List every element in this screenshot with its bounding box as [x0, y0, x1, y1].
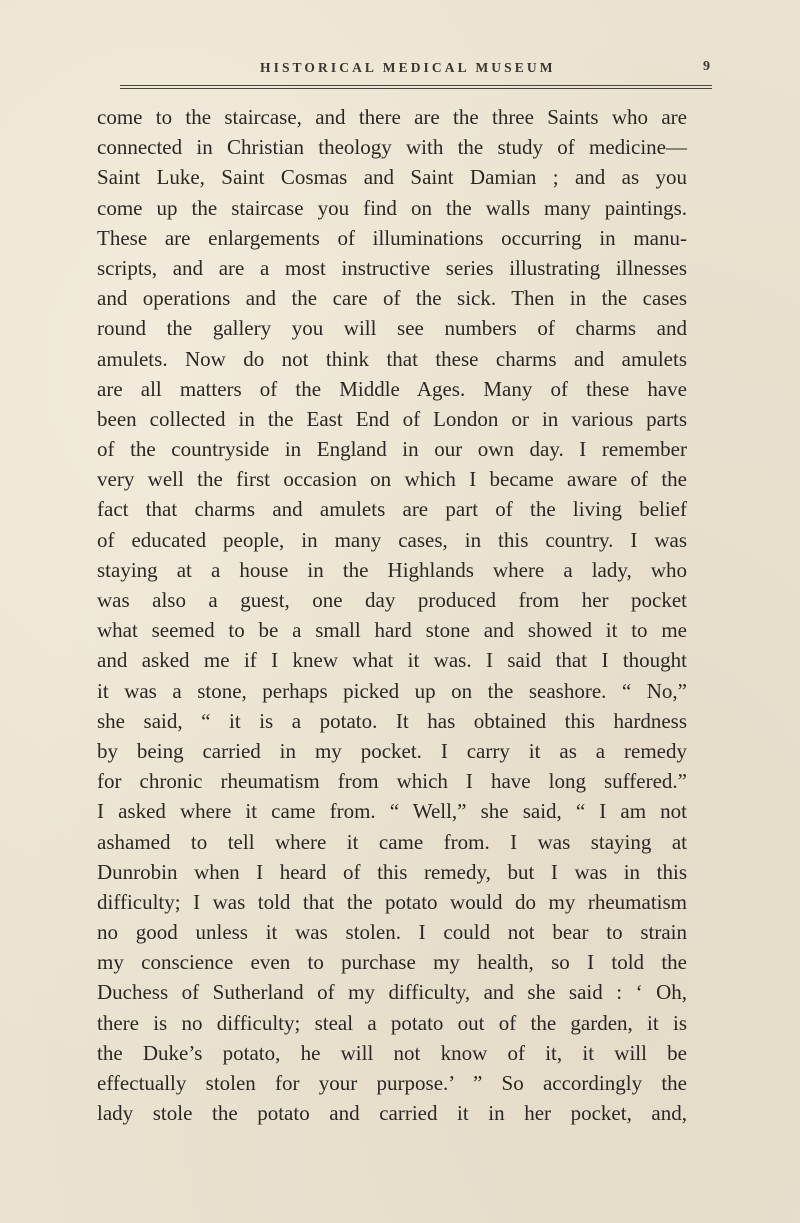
text-line: for chronic rheumatism from which I have long suffered.”: [97, 769, 687, 794]
body-text: [97, 102, 687, 1128]
text-line: and operations and the care of the sick. Then in the cases: [97, 286, 687, 311]
text-line: come up the staircase you find on the walls many paintings.: [97, 195, 687, 220]
header-rule-top: [120, 85, 712, 86]
text-line: connected in Christian theology with the study of medicine—: [97, 135, 687, 160]
text-line: she said, “ it is a potato. It has obtained this hardness: [97, 708, 687, 733]
text-line: it was a stone, perhaps picked up on the seashore. “ No,”: [97, 678, 687, 703]
text-line: I asked where it came from. “ Well,” she said, “ I am not: [97, 799, 687, 824]
text-line: scripts, and are a most instructive series illustrating illnesses: [97, 255, 687, 280]
text-line: no good unless it was stolen. I could not bear to strain: [97, 920, 687, 945]
text-line: lady stole the potato and carried it in her pocket, and,: [97, 1101, 687, 1126]
text-line: round the gallery you will see numbers of charms and: [97, 316, 687, 341]
text-line: was also a guest, one day produced from her pocket: [97, 588, 687, 612]
text-line: what seemed to be a small hard stone and showed it to me: [97, 618, 687, 643]
text-line: of educated people, in many cases, in this country. I was: [97, 527, 687, 552]
text-line: are all matters of the Middle Ages. Many of these have: [97, 376, 687, 401]
text-line: Duchess of Sutherland of my difficulty, and she said : ‘ Oh,: [97, 980, 687, 1005]
text-line: of the countryside in England in our own day. I remember: [97, 437, 687, 462]
text-line: by being carried in my pocket. I carry it as a remedy: [97, 738, 687, 763]
text-line: Dunrobin when I heard of this remedy, but I was in this: [97, 859, 687, 884]
page-number: 9: [703, 59, 710, 74]
text-line: fact that charms and amulets are part of the living belief: [97, 497, 687, 522]
text-line: staying at a house in the Highlands where a lady, who: [97, 557, 687, 582]
text-line: come to the staircase, and there are the three Saints who are: [97, 105, 687, 129]
header-rule-bottom: [120, 88, 712, 89]
text-line: my conscience even to purchase my health, so I told the: [97, 950, 687, 975]
text-line: been collected in the East End of London or in various parts: [97, 406, 687, 431]
text-line: These are enlargements of illuminations occurring in manu-: [97, 225, 687, 250]
text-line: the Duke’s potato, he will not know of it, it will be: [97, 1040, 687, 1065]
text-line: there is no difficulty; steal a potato out of the garden, it is: [97, 1010, 687, 1035]
text-line: Saint Luke, Saint Cosmas and Saint Damian ; and as you: [97, 165, 687, 190]
text-line: ashamed to tell where it came from. I was staying at: [97, 829, 687, 854]
running-head-title: HISTORICAL MEDICAL MUSEUM: [260, 60, 556, 75]
text-line: amulets. Now do not think that these charms and amulets: [97, 346, 687, 371]
text-line: effectually stolen for your purpose.’ ” So accordingly the: [97, 1071, 687, 1095]
text-line: difficulty; I was told that the potato would do my rheumatism: [97, 889, 687, 914]
text-line: and asked me if I knew what it was. I said that I thought: [97, 648, 687, 673]
text-line: very well the first occasion on which I became aware of the: [97, 467, 687, 492]
running-head: [120, 60, 710, 84]
